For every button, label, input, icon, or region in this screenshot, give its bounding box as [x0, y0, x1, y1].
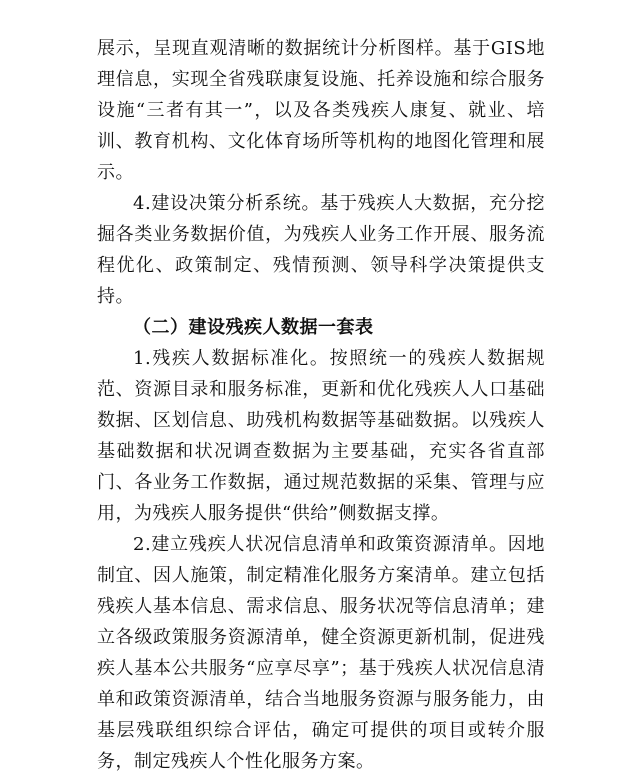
paragraph-decision-analysis: 4.建设决策分析系统。基于残疾人大数据，充分挖掘各类业务数据价值，为残疾人业务工作开展、服务流程优化、政策制定、残情预测、领导科学决策提供支持。 — [97, 193, 545, 307]
paragraph-data-standardization: 1.残疾人数据标准化。按照统一的残疾人数据规范、资源目录和服务标准，更新和优化残疾人人口基础数据、区划信息、助残机构数据等基础数据。以残疾人基础数据和状况调查数据为主要基础，充实各省直部门、各业务工作数据，通过规范数据的采集、管理与应用，为残疾人服务提供“供给”侧数据支撑。 — [97, 348, 545, 524]
section-heading: （二）建设残疾人数据一套表 — [133, 317, 374, 338]
paragraph-gis-display: 展示，呈现直观清晰的数据统计分析图样。基于GIS地理信息，实现全省残联康复设施、托养设施和综合服务设施“三者有其一”，以及各类残疾人康复、就业、培训、教育机构、文化体育场所等机构的地图化管理和展示。 — [97, 38, 545, 183]
document-page — [97, 33, 545, 777]
paragraph-info-policy-lists: 2.建立残疾人状况信息清单和政策资源清单。因地制宜、因人施策，制定精准化服务方案清单。建立包括残疾人基本信息、需求信息、服务状况等信息清单；建立各级政策服务资源清单，健全资源更新机制，促进残疾人基本公共服务“应享尽享”；基于残疾人状况信息清单和政策资源清单，结合当地服务资源与服务能力，由基层残联组织综合评估，确定可提供的项目或转介服务，制定残疾人个性化服务方案。 — [97, 534, 545, 772]
